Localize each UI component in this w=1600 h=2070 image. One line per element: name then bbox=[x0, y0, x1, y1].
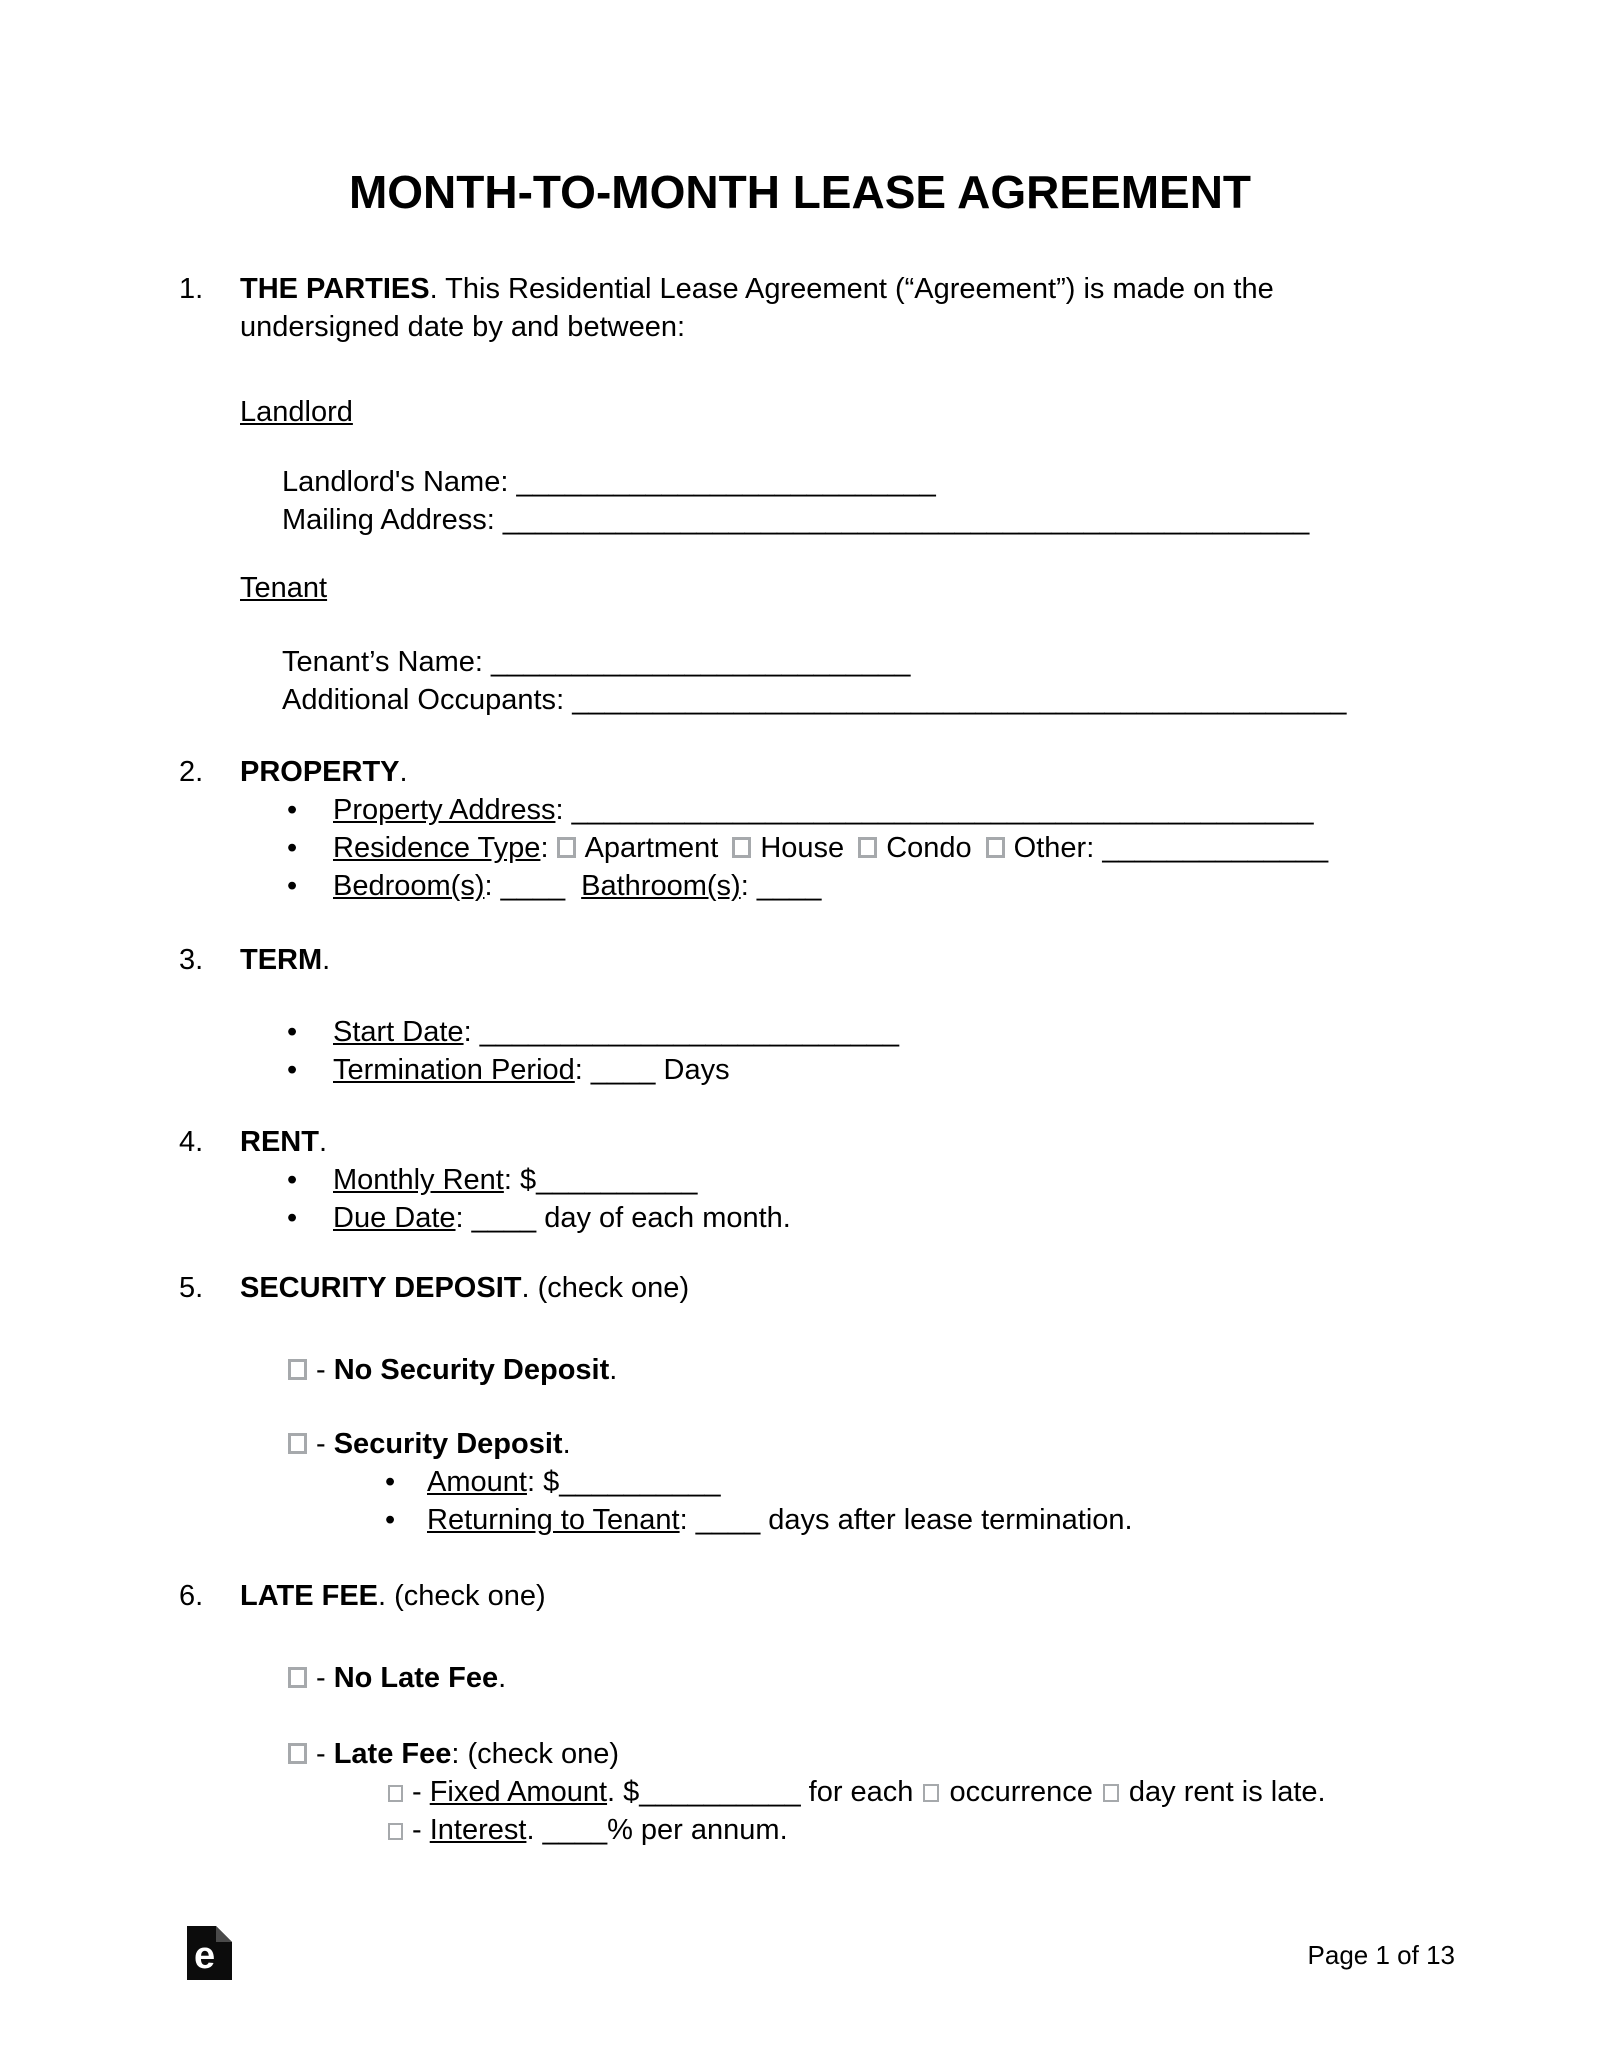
parties-intro-line1 bbox=[240, 270, 1460, 308]
mailing-address-label: Mailing Address bbox=[282, 504, 487, 536]
due-date-blank[interactable]: ____ bbox=[471, 1202, 537, 1234]
option-condo-label: Condo bbox=[886, 832, 972, 864]
option-other-sep: : bbox=[1086, 832, 1103, 864]
dash-sep: - bbox=[316, 1428, 334, 1460]
bathrooms-blank[interactable]: ____ bbox=[756, 870, 822, 902]
due-date-suffix: day of each month. bbox=[536, 1202, 791, 1234]
start-date-blank[interactable]: __________________________ bbox=[479, 1016, 900, 1048]
late-fee-heading-line bbox=[240, 1577, 1460, 1615]
dash-sep: - bbox=[316, 1738, 334, 1770]
property-address-blank[interactable]: ______________________________________________ bbox=[571, 794, 1314, 826]
bullet-icon bbox=[287, 829, 333, 867]
no-security-deposit-label: No Security Deposit bbox=[333, 1354, 610, 1386]
interest-label: Interest bbox=[429, 1814, 527, 1846]
line-end: . bbox=[609, 1354, 618, 1386]
section-number: 5. bbox=[179, 1272, 204, 1304]
termination-period-suffix: Days bbox=[655, 1054, 730, 1086]
fixed-amount-sep: . $ bbox=[607, 1776, 640, 1808]
returning-to-tenant-blank[interactable]: ____ bbox=[695, 1504, 761, 1536]
checkbox-condo[interactable] bbox=[858, 837, 877, 858]
security-deposit-option bbox=[288, 1425, 1460, 1463]
fixed-amount-blank[interactable]: __________ bbox=[639, 1776, 801, 1808]
deposit-amount-blank[interactable]: __________ bbox=[559, 1466, 721, 1498]
returning-to-tenant-label: Returning to Tenant bbox=[427, 1504, 680, 1536]
interest-sep: . bbox=[526, 1814, 543, 1846]
heading-suffix: . bbox=[318, 1126, 328, 1158]
bathrooms-label: Bathroom(s) bbox=[581, 870, 741, 902]
property-address-label: Property Address bbox=[333, 794, 556, 826]
property-address-sep: : bbox=[555, 794, 572, 826]
section-rent bbox=[179, 1123, 1460, 1237]
fixed-amount-option bbox=[388, 1773, 1460, 1811]
checkbox-fixed-amount[interactable] bbox=[388, 1785, 403, 1802]
section-late-fee bbox=[179, 1577, 1460, 1849]
bullet-icon bbox=[385, 1463, 427, 1501]
due-date-label: Due Date bbox=[333, 1202, 456, 1234]
termination-period-item bbox=[287, 1051, 1460, 1089]
residence-type-item bbox=[287, 829, 1460, 867]
residence-type-sep: : bbox=[540, 832, 557, 864]
heading-suffix: . (check one) bbox=[378, 1580, 546, 1612]
bedrooms-label: Bedroom(s) bbox=[333, 870, 485, 902]
bedrooms-bathrooms-item bbox=[287, 867, 1460, 905]
section-number: 1. bbox=[179, 273, 204, 305]
due-date-sep: : bbox=[455, 1202, 472, 1234]
folded-corner bbox=[216, 1926, 232, 1942]
checkbox-no-late-fee[interactable] bbox=[288, 1667, 307, 1688]
monthly-rent-label: Monthly Rent bbox=[333, 1164, 504, 1196]
termination-period-label: Termination Period bbox=[333, 1054, 575, 1086]
landlord-name-blank[interactable]: __________________________ bbox=[516, 466, 936, 498]
start-date-sep: : bbox=[463, 1016, 480, 1048]
option-other-blank[interactable]: ______________ bbox=[1102, 832, 1329, 864]
deposit-amount-item bbox=[385, 1463, 1460, 1501]
bullet-icon bbox=[287, 791, 333, 829]
line-end: . bbox=[562, 1428, 571, 1460]
parties-intro-rest: . This Residential Lease Agreement (“Agreement”) is made on the bbox=[429, 273, 1274, 305]
residence-type-label: Residence Type bbox=[333, 832, 541, 864]
additional-occupants-line bbox=[282, 681, 1460, 719]
bedrooms-blank[interactable]: ____ bbox=[500, 870, 566, 902]
page-number: Page 1 of 13 bbox=[1307, 1940, 1455, 1970]
line-end: : (check one) bbox=[451, 1738, 620, 1770]
bullet-icon bbox=[287, 1199, 333, 1237]
option-house-label: House bbox=[760, 832, 845, 864]
dash-sep: - bbox=[316, 1662, 334, 1694]
checkbox-no-security-deposit[interactable] bbox=[288, 1359, 307, 1380]
fixed-amount-label: Fixed Amount bbox=[429, 1776, 608, 1808]
security-deposit-heading-line bbox=[240, 1269, 1460, 1307]
section-number: 4. bbox=[179, 1126, 204, 1158]
mailing-address-blank[interactable]: __________________________________________________ bbox=[502, 504, 1310, 536]
late-fee-label: Late Fee bbox=[333, 1738, 452, 1770]
section-heading: THE PARTIES bbox=[240, 273, 430, 305]
logo-letter: e bbox=[194, 1935, 216, 1977]
interest-suffix: % per annum. bbox=[607, 1814, 788, 1846]
rent-heading-line bbox=[240, 1123, 1460, 1161]
section-heading: SECURITY DEPOSIT bbox=[240, 1272, 522, 1304]
section-heading: RENT bbox=[240, 1126, 319, 1158]
section-the-parties bbox=[179, 270, 1460, 719]
option-other-label: Other bbox=[1013, 832, 1087, 864]
document-content bbox=[0, 270, 1600, 1849]
section-number: 6. bbox=[179, 1580, 204, 1612]
checkbox-occurrence[interactable] bbox=[923, 1784, 939, 1802]
additional-occupants-blank[interactable]: ________________________________________________ bbox=[572, 684, 1347, 716]
interest-option bbox=[388, 1811, 1460, 1849]
section-security-deposit bbox=[179, 1269, 1460, 1539]
landlord-name-line bbox=[282, 463, 1460, 501]
section-term bbox=[179, 941, 1460, 1089]
checkbox-security-deposit[interactable] bbox=[288, 1433, 307, 1454]
checkbox-late-fee[interactable] bbox=[288, 1743, 307, 1764]
checkbox-apartment[interactable] bbox=[557, 837, 576, 858]
bullet-icon bbox=[287, 1013, 333, 1051]
termination-period-sep: : bbox=[574, 1054, 591, 1086]
bullet-icon bbox=[287, 1161, 333, 1199]
deposit-amount-label: Amount bbox=[427, 1466, 527, 1498]
line-end: . bbox=[498, 1662, 507, 1694]
mailing-address-line bbox=[282, 501, 1460, 539]
page-title: MONTH-TO-MONTH LEASE AGREEMENT bbox=[348, 166, 1252, 218]
section-heading: TERM bbox=[240, 944, 323, 976]
returning-to-tenant-item bbox=[385, 1501, 1460, 1539]
property-address-item bbox=[287, 791, 1460, 829]
monthly-rent-blank[interactable]: __________ bbox=[536, 1164, 698, 1196]
dash-sep: - bbox=[412, 1776, 430, 1808]
start-date-label: Start Date bbox=[333, 1016, 464, 1048]
interest-blank[interactable]: ____ bbox=[542, 1814, 608, 1846]
section-heading: PROPERTY bbox=[240, 756, 400, 788]
monthly-rent-item bbox=[287, 1161, 1460, 1199]
heading-suffix: . bbox=[399, 756, 408, 788]
parties-intro-line2: undersigned date by and between: bbox=[240, 311, 686, 343]
eforms-logo bbox=[187, 1926, 232, 1990]
term-heading-line bbox=[240, 941, 1460, 979]
mailing-address-sep: : bbox=[486, 504, 503, 536]
tenant-name-label: Tenant’s Name bbox=[282, 646, 475, 678]
section-number: 3. bbox=[179, 944, 204, 976]
no-late-fee-option bbox=[288, 1659, 1460, 1697]
landlord-name-sep: : bbox=[500, 466, 517, 498]
bullet-icon bbox=[385, 1501, 427, 1539]
tenant-name-sep: : bbox=[474, 646, 492, 678]
checkbox-interest[interactable] bbox=[388, 1823, 403, 1840]
dash-sep: - bbox=[316, 1354, 334, 1386]
checkbox-house[interactable] bbox=[732, 837, 751, 858]
deposit-amount-sep: : $ bbox=[526, 1466, 560, 1498]
due-date-item bbox=[287, 1199, 1460, 1237]
termination-period-blank[interactable]: ____ bbox=[590, 1054, 656, 1086]
additional-occupants-label: Additional Occupants bbox=[282, 684, 557, 716]
landlord-name-label: Landlord's Name bbox=[282, 466, 501, 498]
bullet-icon bbox=[287, 1051, 333, 1089]
occurrence-label: occurrence bbox=[949, 1776, 1093, 1808]
security-deposit-label: Security Deposit bbox=[333, 1428, 563, 1460]
landlord-subheading: Landlord bbox=[240, 396, 353, 428]
dash-sep: - bbox=[412, 1814, 430, 1846]
start-date-item bbox=[287, 1013, 1460, 1051]
checkbox-other[interactable] bbox=[986, 837, 1005, 858]
heading-suffix: . (check one) bbox=[521, 1272, 690, 1304]
returning-to-tenant-suffix: days after lease termination. bbox=[760, 1504, 1133, 1536]
heading-suffix: . bbox=[322, 944, 331, 976]
checkbox-day-rent-late[interactable] bbox=[1103, 1784, 1119, 1802]
tenant-name-line bbox=[282, 643, 1460, 681]
property-heading-line bbox=[240, 753, 1460, 791]
late-fee-option bbox=[288, 1735, 1460, 1773]
monthly-rent-sep: : $ bbox=[503, 1164, 537, 1196]
section-heading: LATE FEE bbox=[240, 1580, 379, 1612]
section-number: 2. bbox=[179, 756, 204, 788]
tenant-name-blank[interactable]: __________________________ bbox=[491, 646, 911, 678]
bullet-icon bbox=[287, 867, 333, 905]
no-security-deposit-option bbox=[288, 1351, 1460, 1389]
no-late-fee-label: No Late Fee bbox=[333, 1662, 499, 1694]
day-rent-late-label: day rent is late. bbox=[1128, 1776, 1326, 1808]
bathrooms-sep: : bbox=[740, 870, 757, 902]
fixed-amount-mid: for each bbox=[800, 1776, 914, 1808]
tenant-subheading: Tenant bbox=[240, 572, 328, 604]
bedrooms-sep: : bbox=[484, 870, 501, 902]
additional-occupants-sep: : bbox=[556, 684, 573, 716]
option-apartment-label: Apartment bbox=[584, 832, 719, 864]
returning-to-tenant-sep: : bbox=[679, 1504, 696, 1536]
section-property bbox=[179, 753, 1460, 905]
